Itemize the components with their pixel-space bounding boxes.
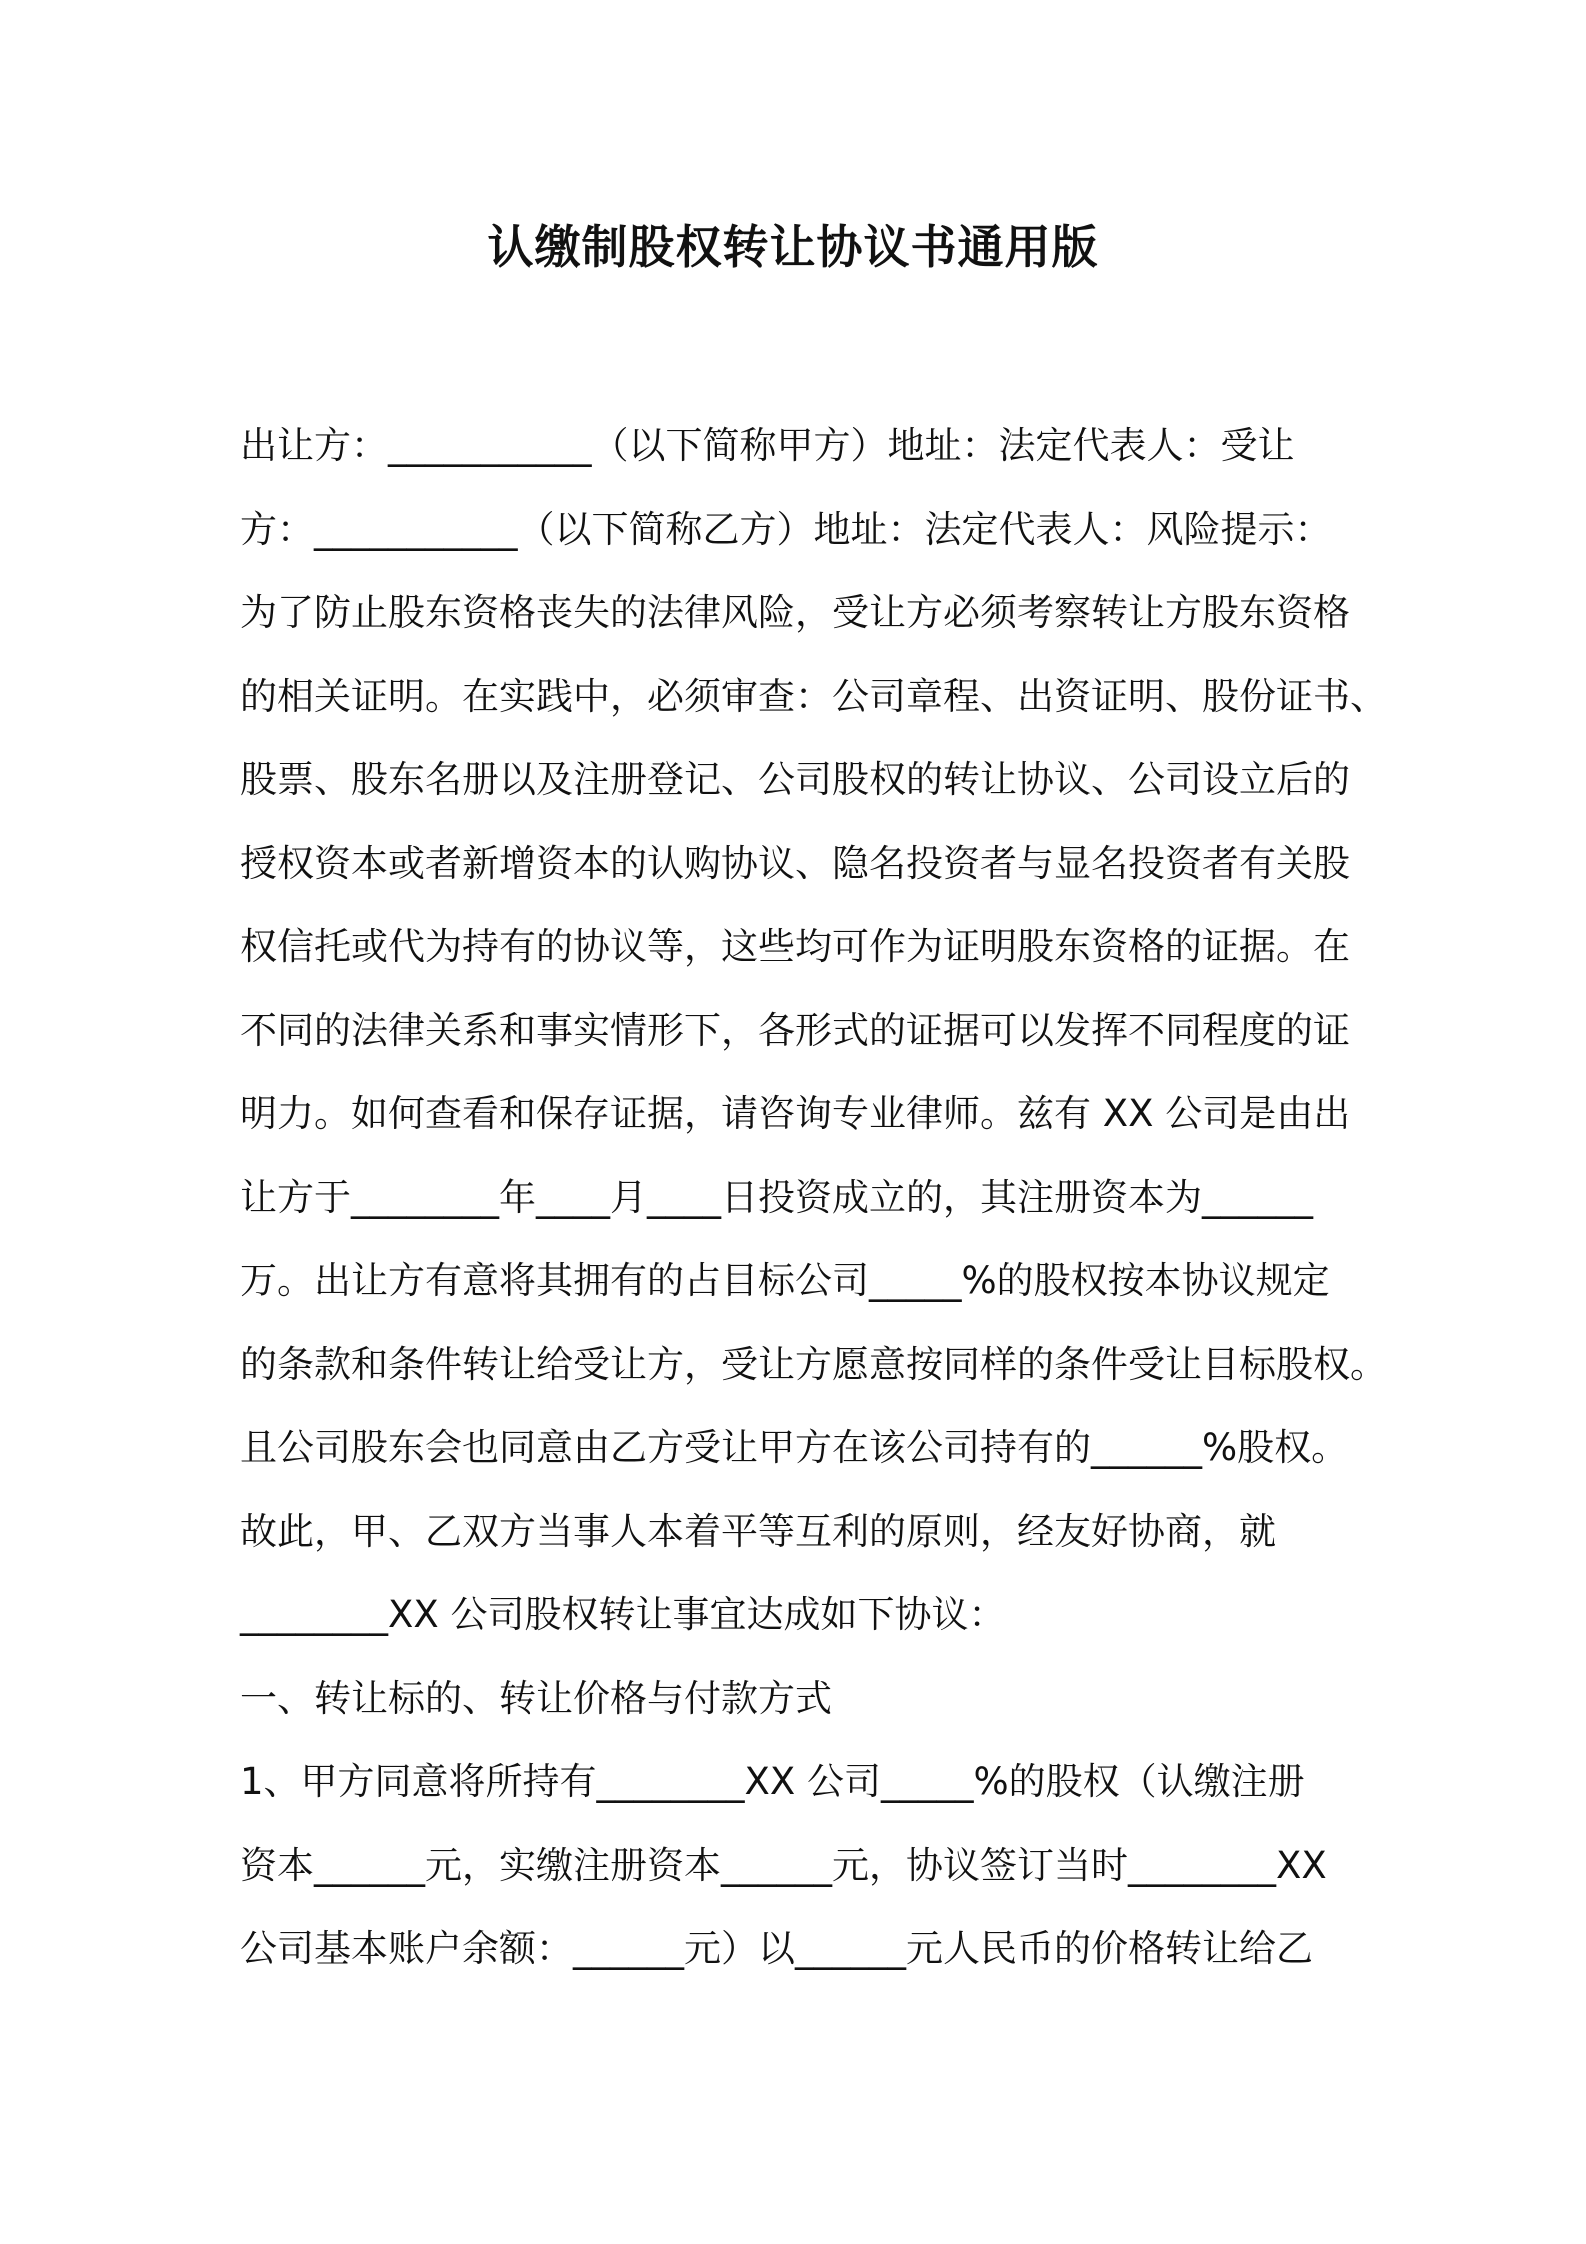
text-line: 股票、股东名册以及注册登记、公司股权的转让协议、公司设立后的	[240, 758, 1350, 801]
text-line: 方：___________（以下简称乙方）地址：法定代表人：风险提示：	[240, 507, 1332, 551]
text-line: 资本______元，实缴注册资本______元，协议签订当时________XX	[240, 1843, 1327, 1887]
text-line: 权信托或代为持有的协议等，这些均可作为证明股东资格的证据。在	[240, 925, 1350, 968]
text-line: 出让方：___________（以下简称甲方）地址：法定代表人：受让	[240, 424, 1295, 467]
text-line: 公司基本账户余额：______元）以______元人民币的价格转让给乙	[240, 1927, 1313, 1970]
document-body	[240, 404, 1420, 1991]
text-line: 的相关证明。在实践中，必须审查：公司章程、出资证明、股份证书、	[240, 674, 1387, 718]
text-line: 故此，甲、乙双方当事人本着平等互利的原则，经友好协商，就	[240, 1509, 1276, 1553]
text-line: 让方于________年____月____日投资成立的，其注册资本为______	[240, 1175, 1313, 1219]
section-heading: 一、转让标的、转让价格与付款方式	[240, 1676, 832, 1720]
text-line: 且公司股东会也同意由乙方受让甲方在该公司持有的______%股权。	[240, 1426, 1349, 1469]
text-line: 的条款和条件转让给受让方，受让方愿意按同样的条件受让目标股权。	[240, 1342, 1387, 1386]
text-line: 为了防止股东资格丧失的法律风险，受让方必须考察转让方股东资格	[240, 591, 1350, 634]
text-line: 万。出让方有意将其拥有的占目标公司_____%的股权按本协议规定	[240, 1259, 1330, 1302]
text-line: 不同的法律关系和事实情形下，各形式的证据可以发挥不同程度的证	[240, 1008, 1350, 1052]
text-line: ________XX 公司股权转让事宜达成如下协议：	[240, 1593, 1006, 1636]
text-line: 明力。如何查看和保存证据，请咨询专业律师。兹有 XX 公司是由出	[240, 1092, 1351, 1135]
document-title: 认缴制股权转让协议书通用版	[487, 220, 1099, 274]
text-line: 1、甲方同意将所持有________XX 公司_____%的股权（认缴注册	[240, 1760, 1305, 1803]
text-line: 授权资本或者新增资本的认购协议、隐名投资者与显名投资者有关股	[240, 841, 1350, 885]
